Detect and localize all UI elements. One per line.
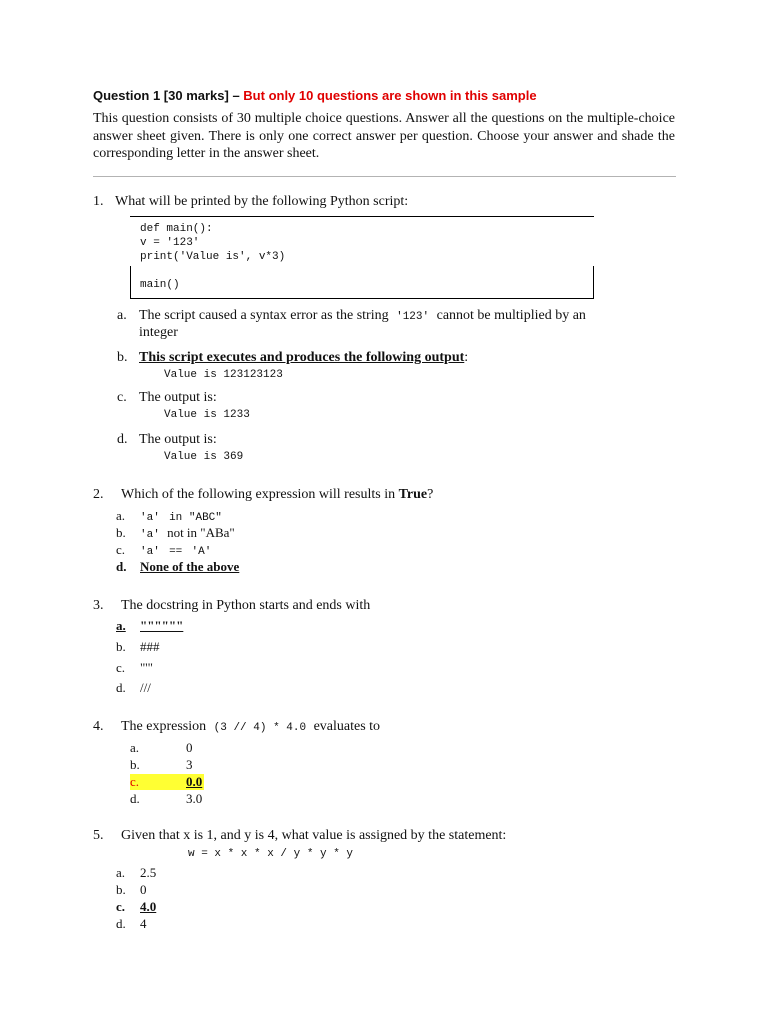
q3-option-c: c. "'" xyxy=(116,660,153,675)
code-box-top-rule xyxy=(130,216,594,217)
q4-option-a: a. 0 xyxy=(130,740,193,755)
question-heading xyxy=(93,88,537,103)
option-letter: a. xyxy=(117,308,127,323)
correct-answer: 4.0 xyxy=(140,899,157,914)
q5-option-b: b. 0 xyxy=(116,882,147,897)
q3-stem: 3. The docstring in Python starts and ends with xyxy=(93,598,371,613)
correct-answer: """""" xyxy=(140,618,184,633)
q4-stem: 4. The expression (3 // 4) * 4.0 evaluates to xyxy=(93,719,381,734)
q1-option-c-output: Value is 1233 xyxy=(164,409,250,421)
q2-option-a: a. 'a' in "ABC" xyxy=(116,508,222,524)
q1-code-line-2: v = '123' xyxy=(140,237,200,249)
code-box-bottom-rule xyxy=(130,298,594,299)
q5-stem: 5. Given that x is 1, and y is 4, what value is assigned by the statement: xyxy=(93,828,507,843)
option-letter: b. xyxy=(117,350,128,365)
q1-option-d-output: Value is 369 xyxy=(164,451,244,463)
q3-option-b: b. ### xyxy=(116,639,160,654)
code-box-left-edge xyxy=(130,266,131,298)
q3-option-d: d. /// xyxy=(116,680,151,695)
q5-option-a: a. 2.5 xyxy=(116,865,157,880)
q5-code: w = x * x * x / y * y * y xyxy=(188,848,354,860)
q4-option-b: b. 3 xyxy=(130,757,193,772)
q1-stem xyxy=(93,194,408,210)
q2-number: 2. xyxy=(93,487,104,502)
q1-number: 1. xyxy=(93,194,104,209)
q4-number: 4. xyxy=(93,719,104,734)
q1-code-line-1: def main(): xyxy=(140,223,213,235)
q1-option-c: c. The output is: xyxy=(117,390,217,405)
q2-option-b: b. 'a' not in "ABa" xyxy=(116,525,235,541)
option-letter: d. xyxy=(117,432,128,447)
q4-option-c: c. 0.0 xyxy=(130,774,203,789)
q2-option-d: d. None of the above xyxy=(116,559,240,574)
section-divider xyxy=(93,176,676,177)
q1-option-a-line2: integer xyxy=(139,325,178,340)
q2-stem: 2. Which of the following expression will results in True? xyxy=(93,487,434,502)
q1-code-line-3: print('Value is', v*3) xyxy=(140,251,286,263)
q1-option-a: a. The script caused a syntax error as the string '123' cannot be multiplied by an xyxy=(117,308,586,323)
intro-paragraph: This question consists of 30 multiple choice questions. Answer all the questions on the multiple-choice answer sheet given. There is only one correct answer per question. Choose your answer and shade the corresponding letter in the answer sheet. xyxy=(93,111,675,161)
heading-prefix: Question 1 [30 marks] – xyxy=(93,88,240,103)
option-letter: c. xyxy=(117,390,127,405)
q2-option-c: c. 'a' == 'A' xyxy=(116,542,212,558)
q5-option-d: d. 4 xyxy=(116,916,147,931)
q1-text: What will be printed by the following Python script: xyxy=(115,194,409,209)
q5-number: 5. xyxy=(93,828,104,843)
q1-code-call: main() xyxy=(140,279,180,291)
q4-option-d: d. 3.0 xyxy=(130,791,203,806)
code-box-right-edge xyxy=(593,266,594,298)
q3-number: 3. xyxy=(93,598,104,613)
correct-answer: None of the above xyxy=(140,559,240,574)
correct-answer: 0.0 xyxy=(186,774,203,789)
heading-sample-note: But only 10 questions are shown in this sample xyxy=(243,88,537,103)
q1-option-b: b. This script executes and produces the following output: xyxy=(117,350,469,365)
q1-option-d: d. The output is: xyxy=(117,432,217,447)
q5-option-c: c. 4.0 xyxy=(116,899,157,914)
correct-answer: This script executes and produces the following output xyxy=(139,350,465,365)
q1-option-b-output: Value is 123123123 xyxy=(164,369,283,381)
q3-option-a: a. """""" xyxy=(116,618,184,633)
